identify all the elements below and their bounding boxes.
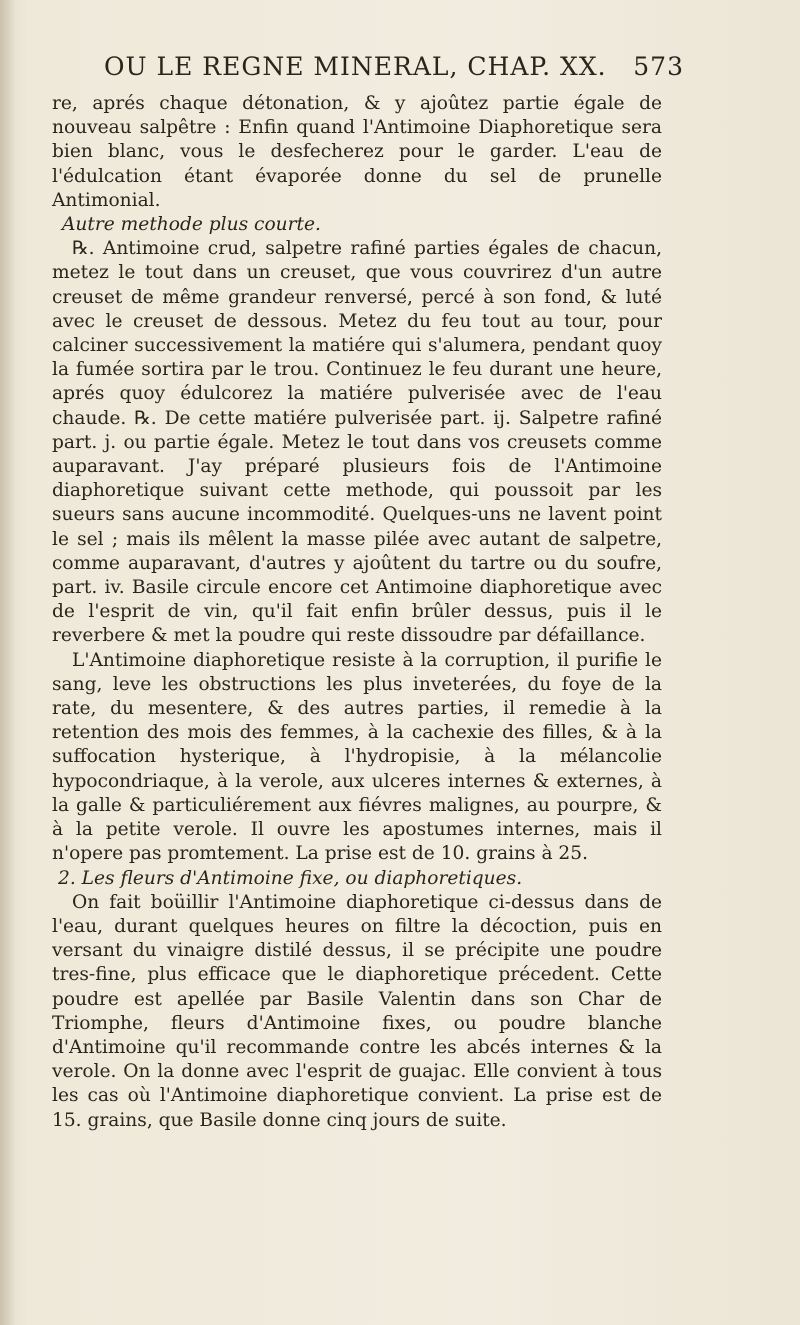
page-number: 573 xyxy=(633,52,684,81)
paragraph-fleurs: On fait boüillir l'Antimoine diaphoretique ci-dessus dans de l'eau, durant quelques heures on filtre la décoction, puis en versant du vinaigre distilé dessus, il se précipite une poudre tres-fine, plus efficace que le diaphoretique précedent. Cette poudre est apellée par Basile Valentin dans son Char de Triomphe, fleurs d'Antimoine fixes, ou poudre blanche d'Antimoine qu'il recommande contre les abcés internes & la verole. On la donne avec l'esprit de guajac. Elle convient à tous les cas où l'Antimoine diaphoretique convient. La prise est de 15. grains, que Basile donne cinq jours de suite. xyxy=(52,891,662,1131)
section-heading-fleurs: 2. Les fleurs d'Antimoine fixe, ou diaphoretiques. xyxy=(58,867,523,889)
paragraph-recipe: ℞. Antimoine crud, salpetre rafiné parties égales de chacun, metez le tout dans un creuset, que vous couvrirez d'un autre creuset de même grandeur renversé, percé à son fond, & luté avec le creuset de dessous. Metez du feu tout au tour, pour calciner successivement la matiére qui s'alumera, pendant quoy la fumée sortira par le trou. Continuez le feu durant une heure, aprés quoy édulcorez la matiére pulverisée avec de l'eau chaude. ℞. De cette matiére pulverisée part. ij. Salpetre rafiné part. j. ou partie égale. Metez le tout dans vos creusets comme auparavant. J'ay préparé plusieurs fois de l'Antimoine diaphoretique suivant cette methode, qui poussoit par les sueurs sans aucune incommodité. Quelques-uns ne lavent point le sel ; mais ils mêlent la masse pilée avec autant de salpetre, comme auparavant, d'autres y ajoûtent du tartre ou du soufre, part. iv. Basile circule encore cet Antimoine diaphoretique avec de l'esprit de vin, qu'il fait enfin brûler dessus, puis il le reverbere & met la poudre qui reste dissoudre par défaillance. xyxy=(52,238,662,647)
section-heading-autre-methode: Autre methode plus courte. xyxy=(62,214,321,236)
running-header xyxy=(104,52,684,90)
paragraph-continuation: re, aprés chaque détonation, & y ajoûtez partie égale de nouveau salpêtre : Enfin quand l'Antimoine Diaphoretique sera bien blanc, vous le desfecherez pour le garder. L'eau de l'édulcation étant évaporée donne du sel de prunelle Antimonial. xyxy=(52,93,662,211)
paragraph-virtues: L'Antimoine diaphoretique resiste à la corruption, il purifie le sang, leve les obstructions les plus inveterées, du foye de la rate, du mesentere, & des autres parties, il remedie à la retention des mois des femmes, à la cachexie des filles, & à la suffocation hysterique, à l'hydropisie, à la mélancolie hypocondriaque, à la verole, aux ulceres internes & externes, à la galle & particuliérement aux fiévres malignes, au pourpre, & à la petite verole. Il ouvre les apostumes internes, mais il n'opere pas promtement. La prise est de 10. grains à 25. xyxy=(52,649,662,865)
page-body xyxy=(52,92,662,1133)
page-gutter xyxy=(0,0,14,1325)
running-title: OU LE REGNE MINERAL, CHAP. XX. xyxy=(104,52,607,81)
